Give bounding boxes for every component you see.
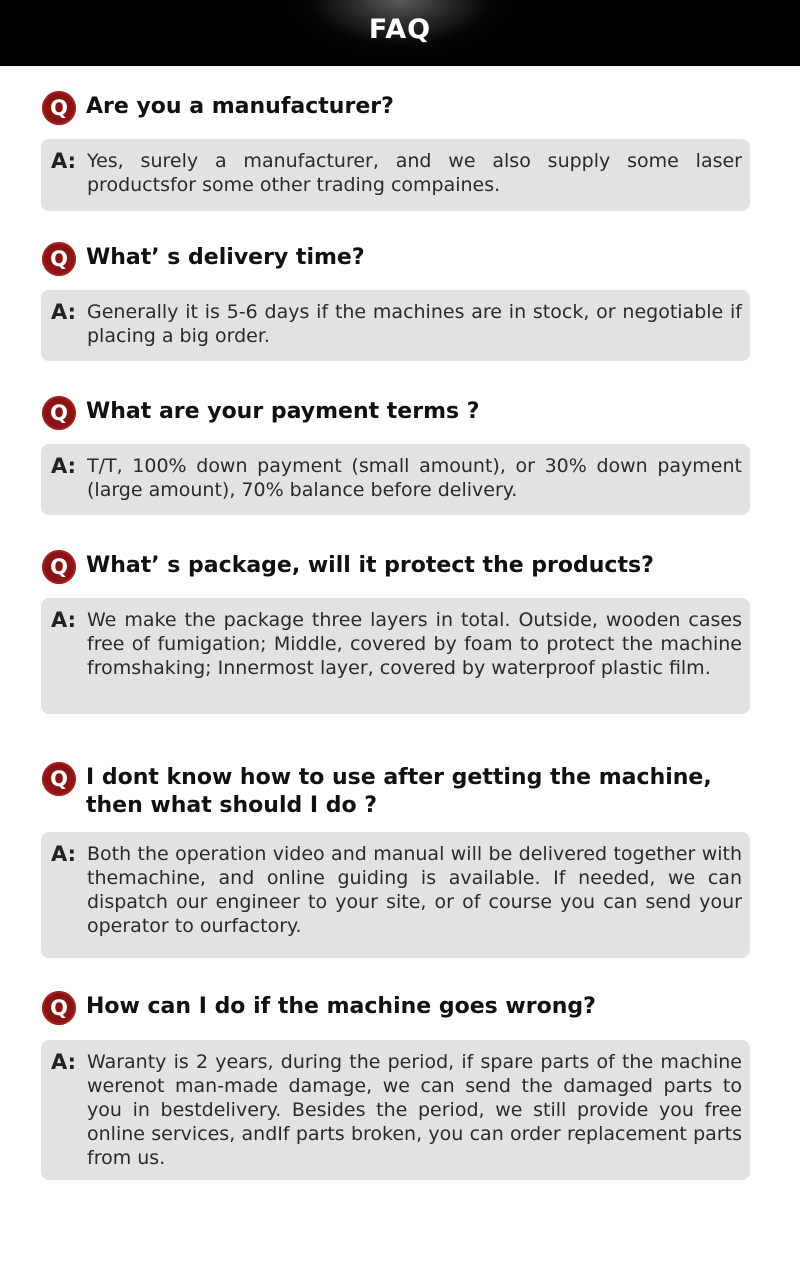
q-badge-icon: Q (42, 550, 76, 584)
q-badge-icon: Q (42, 396, 76, 430)
answer-label: A: (51, 300, 77, 324)
question-text: How can I do if the machine goes wrong? (86, 994, 596, 1019)
answer-label: A: (51, 608, 77, 632)
question-text: What’ s package, will it protect the products? (86, 553, 654, 578)
question-text: I dont know how to use after getting the machine, then what should I do ? (86, 765, 712, 818)
faq-answer-6 (41, 1040, 750, 1180)
faq-question-3 (42, 396, 770, 430)
page-title: FAQ (368, 14, 432, 45)
faq-header (0, 0, 800, 66)
q-badge-icon: Q (42, 91, 76, 125)
answer-text: We make the package three layers in total. Outside, wooden cases free of fumigation; Middle, covered by foam to protect the machine fromshaking; Innermost layer, covered by waterproof plastic film. (87, 609, 742, 679)
q-badge-icon: Q (42, 991, 76, 1025)
answer-text: Yes, surely a manufacturer, and we also supply some laser productsfor some other trading compaines. (87, 150, 742, 196)
answer-text: Waranty is 2 years, during the period, if spare parts of the machine werenot man-made damage, we can send the damaged parts to you in bestdelivery. Besides the period, we still provide you free online services, andIf parts broken, you can order replacement parts from us. (87, 1051, 742, 1169)
faq-question-4 (42, 550, 770, 584)
faq-answer-5 (41, 832, 750, 958)
q-badge-icon: Q (42, 762, 76, 796)
answer-text: Both the operation video and manual will be delivered together with themachine, and online guiding is available. If needed, we can dispatch our engineer to your site, or of course you can send your operator to ourfactory. (87, 843, 742, 937)
answer-text: T/T, 100% down payment (small amount), or 30% down payment (large amount), 70% balance before delivery. (87, 455, 742, 501)
faq-answer-4 (41, 598, 750, 714)
faq-answer-3 (41, 444, 750, 515)
answer-label: A: (51, 149, 77, 173)
answer-text: Generally it is 5-6 days if the machines are in stock, or negotiable if placing a big order. (87, 301, 742, 347)
faq-question-2 (42, 242, 770, 276)
answer-label: A: (51, 1050, 77, 1074)
faq-answer-2 (41, 290, 750, 361)
faq-question-1 (42, 91, 770, 125)
answer-label: A: (51, 454, 77, 478)
faq-question-5 (42, 762, 770, 820)
question-text: What are your payment terms ? (86, 399, 480, 424)
q-badge-icon: Q (42, 242, 76, 276)
question-text: What’ s delivery time? (86, 245, 365, 270)
faq-question-6 (42, 991, 770, 1025)
question-text: Are you a manufacturer? (86, 94, 394, 119)
faq-answer-1 (41, 139, 750, 211)
answer-label: A: (51, 842, 77, 866)
